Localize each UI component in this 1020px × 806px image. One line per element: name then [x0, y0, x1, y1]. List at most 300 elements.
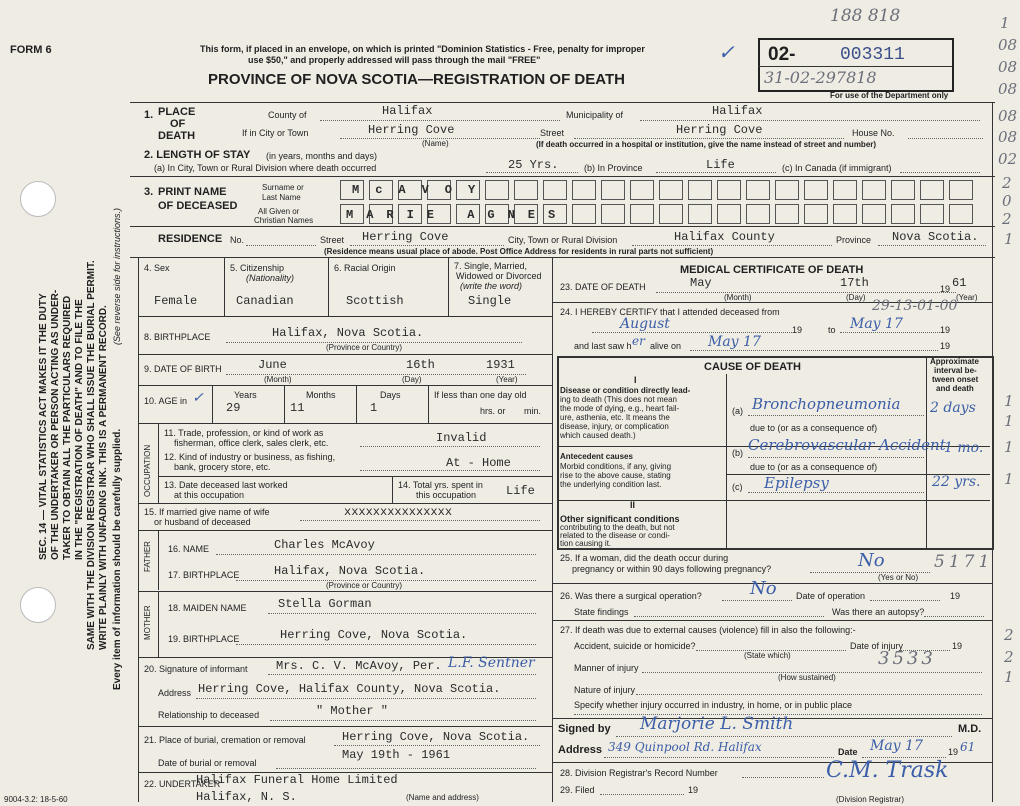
given-letter-box	[659, 204, 683, 224]
informant-sig-handwritten: L.F. Sentner	[448, 655, 535, 671]
surname-letter-box	[601, 180, 625, 200]
citizenship-label: 5. Citizenship	[230, 263, 285, 273]
antecedent-label-4: the underlying condition last.	[560, 480, 662, 489]
last-seen-hw: er	[632, 334, 645, 348]
other-label-1: Other significant conditions	[560, 514, 680, 524]
given-letter-box	[717, 204, 741, 224]
cause-a-label: (a)	[732, 406, 743, 416]
margin-text-1: SEC. 14 — VITAL STATISTICS ACT MAKES IT THE DUTY	[38, 293, 49, 560]
frame-top	[130, 102, 995, 103]
given-letter-box	[572, 204, 596, 224]
informant-rel-line	[270, 720, 536, 721]
cause-a-interval: 2 days	[930, 400, 976, 416]
s1-label-death: DEATH	[158, 130, 196, 142]
s1-number: 1.	[144, 109, 154, 121]
d23-year-caption: (Year)	[956, 293, 978, 302]
surname-value: McAVOY	[352, 183, 492, 197]
hospital-note: (If death occurred in a hospital or institution, give the name instead of street and number)	[536, 140, 877, 149]
s25-label-2: pregnancy or within 90 days following pregnancy?	[572, 564, 772, 574]
s1-label-of: OF	[170, 118, 186, 130]
last-seen-yr-prefix: 19	[940, 341, 951, 351]
form-number: FORM 6	[10, 44, 52, 56]
surname-letter-box	[572, 180, 596, 200]
code-11: 1	[1004, 230, 1014, 248]
occupation-row-end	[138, 503, 552, 504]
code-2: 08	[998, 36, 1018, 54]
cause-c-line	[748, 492, 924, 493]
s27-specify-label: Specify whether injury occurred in industry, in home, or in public place	[574, 700, 852, 710]
undertaker-name: Halifax Funeral Home Limited	[196, 773, 398, 787]
surname-letter-box	[746, 180, 770, 200]
county-label: County of	[268, 110, 307, 120]
other-label-4: tion causing it.	[560, 539, 612, 548]
given-label-2: Christian Names	[254, 216, 314, 225]
informant-sig: Mrs. C. V. McAvoy, Per.	[276, 659, 442, 673]
pencil-checkmark: ✓	[718, 40, 735, 64]
interval-label-2: interval be-	[934, 366, 977, 375]
undertaker-caption: (Name and address)	[406, 793, 479, 802]
s26-date-line	[870, 600, 940, 601]
personal-col-2	[328, 257, 329, 317]
surname-letter-box	[717, 180, 741, 200]
father-bp-caption: (Province or Country)	[326, 581, 403, 590]
father-side-line	[158, 530, 159, 590]
age-check: ✓	[192, 390, 204, 406]
pencil-top-number: 188 818	[830, 6, 901, 26]
dob-month: June	[258, 358, 287, 372]
city-label: If in City or Town	[242, 128, 309, 138]
signed-addr-line	[604, 757, 834, 758]
o11-line	[360, 446, 540, 447]
s15-line	[300, 520, 540, 521]
code-13: 1	[1004, 412, 1014, 430]
signed-addr: 349 Quinpool Rd. Halifax	[608, 740, 762, 754]
hrs-label: hrs. or	[480, 406, 506, 416]
antecedent-label-3: rise to the above cause, stating	[560, 471, 671, 480]
code-17: 2	[1004, 648, 1014, 666]
o14-label-1: 14. Total yrs. spent in	[398, 480, 483, 490]
due-to-b: due to (or as a consequence of)	[750, 462, 878, 472]
father-side-label: FATHER	[143, 541, 152, 572]
reg-box-divider	[758, 66, 952, 67]
signed-label: Signed by	[558, 723, 611, 735]
surname-letter-box	[949, 180, 973, 200]
s26-answer-line	[722, 600, 792, 601]
s3-label-2: OF DECEASED	[158, 200, 238, 212]
code-3: 08	[998, 58, 1018, 76]
cause-part-2: II	[630, 500, 636, 510]
registration-number: 003311	[840, 45, 905, 65]
residence-city-line	[632, 245, 832, 246]
undertaker-city: Halifax, N. S.	[196, 790, 297, 804]
s2b-label: (b) In Province	[584, 163, 643, 173]
house-label: House No.	[852, 128, 895, 138]
age-row-end	[138, 423, 552, 424]
signed-date-yr: 61	[960, 740, 976, 754]
signed-signature: Marjorie L. Smith	[640, 714, 794, 734]
d23-label: 23. DATE OF DEATH	[560, 282, 646, 292]
registrar-signature: C.M. Trask	[826, 758, 949, 783]
s29-label: 29. Filed	[560, 785, 595, 795]
county-value: Halifax	[382, 104, 433, 118]
s29-line	[600, 794, 684, 795]
age-col-2	[284, 385, 285, 423]
dob-month-caption: (Month)	[264, 375, 292, 384]
s15-label-1: 15. If married give name of wife	[144, 507, 270, 517]
surname-letter-box	[891, 180, 915, 200]
s3-label-1: PRINT NAME	[158, 186, 227, 198]
s27-manner-code: 3533	[878, 648, 936, 669]
signed-date: May 17	[870, 738, 923, 754]
o13-label-2: at this occupation	[174, 490, 245, 500]
code-4: 08	[998, 80, 1018, 98]
s28-label: 28. Division Registrar's Record Number	[560, 768, 718, 778]
years-label: Years	[234, 390, 257, 400]
o12-label-1: 12. Kind of industry or business, as fishing,	[164, 452, 336, 462]
alive-on-label: alive on	[650, 341, 682, 351]
mother-bp-label: 19. BIRTHPLACE	[168, 634, 240, 644]
s15-value: xxxxxxxxxxxxxxx	[344, 505, 453, 519]
code-6: 08	[998, 128, 1018, 146]
cause-label-divider	[726, 374, 727, 548]
medical-title: MEDICAL CERTIFICATE OF DEATH	[680, 264, 864, 276]
mother-maiden-line	[268, 613, 536, 614]
age-col-3	[356, 385, 357, 423]
sex-value: Female	[154, 294, 198, 308]
informant-sig-line	[268, 674, 536, 675]
mother-bp: Herring Cove, Nova Scotia.	[280, 628, 468, 642]
divider-after-s2	[130, 176, 995, 177]
s2b-line	[656, 172, 776, 173]
d23-day-caption: (Day)	[846, 293, 866, 302]
cause-title: CAUSE OF DEATH	[704, 361, 801, 373]
age-col-4	[428, 385, 429, 423]
street-label: Street	[540, 128, 565, 138]
personal-row-end	[138, 316, 552, 317]
dob-label: 9. DATE OF BIRTH	[144, 364, 222, 374]
interval-label-1: Approximate	[930, 357, 979, 366]
informant-addr-label: Address	[158, 688, 192, 698]
given-letter-box	[775, 204, 799, 224]
residence-province-line	[878, 245, 986, 246]
burial-date-line	[276, 768, 536, 769]
given-letter-box	[949, 204, 973, 224]
residence-city: Halifax County	[674, 230, 775, 244]
s26-date-label: Date of operation	[796, 591, 866, 601]
footer-code: 9004-3.2: 18-5-60	[4, 795, 68, 804]
municipality-line	[640, 120, 980, 121]
citizenship-value: Canadian	[236, 294, 294, 308]
interval-label-4: and death	[936, 384, 974, 393]
c24-code: 29-13-01-00	[872, 298, 958, 314]
s25-caption: (Yes or No)	[878, 573, 919, 582]
surname-letter-box	[804, 180, 828, 200]
cause-c-label: (c)	[732, 482, 743, 492]
registrar-caption: (Division Registrar)	[836, 795, 905, 804]
mother-side-line	[158, 591, 159, 657]
days-value: 1	[370, 401, 378, 415]
code-7: 02	[998, 150, 1018, 168]
other-label-3: related to the disease or condi-	[560, 531, 670, 540]
dc-label-6: which caused death.)	[560, 431, 636, 440]
marital-label-2: Widowed or Divorced	[456, 271, 542, 281]
informant-row-end	[138, 726, 552, 727]
residence-no-label: No.	[230, 235, 245, 245]
s2b-value: Life	[706, 158, 735, 172]
surname-label-1: Surname or	[262, 183, 304, 192]
cause-part-1: I	[634, 375, 637, 385]
cause-c: Epilepsy	[764, 474, 829, 492]
s27-nature-line	[636, 694, 982, 695]
c24-to-yr-prefix: 19	[940, 325, 951, 335]
d23-line	[656, 292, 956, 293]
o12-label-2: bank, grocery store, etc.	[174, 462, 271, 472]
cause-b: Cerebrovascular Accident	[748, 436, 946, 454]
last-seen-line	[690, 350, 938, 351]
residence-no-line	[246, 245, 316, 246]
s25-label-1: 25. If a woman, did the death occur during	[560, 553, 729, 563]
s25-code: 5171	[934, 552, 994, 572]
mother-maiden-label: 18. MAIDEN NAME	[168, 603, 247, 613]
code-8: 2	[1002, 174, 1012, 192]
code-9: 0	[1002, 192, 1012, 210]
cause-b-line	[748, 457, 924, 458]
birthplace-label: 8. BIRTHPLACE	[144, 332, 211, 342]
code-1: 1	[1000, 14, 1010, 32]
house-line	[908, 138, 983, 139]
age-col-1	[212, 385, 213, 423]
residence-street-line	[350, 245, 504, 246]
occupation-side-line	[158, 423, 159, 503]
father-name: Charles McAvoy	[274, 538, 375, 552]
s27-inj-date-label: Date of injury	[850, 641, 904, 651]
dob-day-caption: (Day)	[402, 375, 422, 384]
occupation-side-label: OCCUPATION	[143, 444, 152, 497]
code-12: 1	[1004, 392, 1014, 410]
informant-sig-label: 20. Signature of informant	[144, 664, 248, 674]
father-row-end	[138, 591, 552, 592]
margin-text-2: OF THE UNDERTAKER OR PERSON ACTING AS UNDER-	[50, 289, 61, 560]
surname-letter-box	[920, 180, 944, 200]
racial-label: 6. Racial Origin	[334, 263, 396, 273]
birthplace-row-end	[138, 354, 552, 355]
cause-c-row-end	[557, 500, 990, 501]
s26-findings-label: State findings	[574, 607, 629, 617]
marital-value: Single	[468, 294, 512, 308]
s26-findings-line	[634, 616, 824, 617]
cause-a: Bronchopneumonia	[752, 395, 901, 413]
dc-label-4: ure, asthenia, etc. It means the	[560, 413, 670, 422]
racial-value: Scottish	[346, 294, 404, 308]
residence-street: Herring Cove	[362, 230, 449, 244]
given-letter-box	[862, 204, 886, 224]
o13-label-1: 13. Date deceased last worked	[164, 480, 288, 490]
form-title: PROVINCE OF NOVA SCOTIA—REGISTRATION OF DEATH	[208, 71, 625, 88]
code-18: 1	[1004, 668, 1014, 686]
given-letter-box	[688, 204, 712, 224]
registration-prefix: 02-	[768, 44, 796, 65]
mother-maiden: Stella Gorman	[278, 597, 372, 611]
pencil-reference-number: 31-02-297818	[764, 68, 877, 87]
surname-letter-box	[514, 180, 538, 200]
birthplace-caption: (Province or Country)	[326, 343, 403, 352]
s2-unit-note: (in years, months and days)	[266, 151, 378, 161]
city-value: Herring Cove	[368, 123, 455, 137]
s27-state-caption: (State which)	[744, 651, 791, 660]
father-bp-label: 17. BIRTHPLACE	[168, 570, 240, 580]
surname-letter-box	[862, 180, 886, 200]
signed-md: M.D.	[958, 723, 982, 735]
undertaker-label: 22. UNDERTAKER	[144, 779, 221, 789]
o12-value: At - Home	[446, 456, 511, 470]
margin-text-6: WRITE PLAINLY WITH UNFADING INK. THIS IS A PERMANENT RECORD.	[98, 305, 109, 650]
surname-letter-box	[630, 180, 654, 200]
divider-after-residence	[130, 257, 995, 258]
surname-letter-box	[833, 180, 857, 200]
c24-to-word: to	[828, 325, 836, 335]
c24-from-yr-prefix: 19	[792, 325, 803, 335]
mother-bp-line	[236, 644, 536, 645]
surname-letter-box	[688, 180, 712, 200]
o14-value: Life	[506, 484, 535, 498]
city-name-caption: (Name)	[422, 139, 449, 148]
cause-c-interval: 22 yrs.	[932, 474, 981, 490]
code-5: 08	[998, 107, 1018, 125]
father-name-line	[216, 554, 536, 555]
envelope-note-2: use $50," and properly addressed will pass through the mail "FREE"	[248, 55, 541, 65]
margin-text-4: IN THE "REGISTRATION OF DEATH" AND TO FILE THE	[74, 299, 85, 560]
envelope-note-1: This form, if placed in an envelope, on which is printed "Dominion Statistics - Free, penalty for improper	[200, 44, 645, 54]
personal-col-3	[448, 257, 449, 317]
given-letter-box	[804, 204, 828, 224]
given-label-1: All Given or	[258, 207, 300, 216]
o11-label-2: fisherman, office clerk, sales clerk, etc.	[174, 438, 329, 448]
c24-from-line	[592, 332, 792, 333]
informant-addr: Herring Cove, Halifax County, Nova Scotia.	[198, 682, 501, 696]
s2-label: 2. LENGTH OF STAY	[144, 149, 251, 161]
c24-to-line	[840, 332, 940, 333]
s2a-line	[486, 172, 578, 173]
street-value: Herring Cove	[676, 123, 763, 137]
residence-province-label: Province	[836, 235, 872, 245]
d23-month: May	[690, 276, 712, 290]
d23-day: 17th	[840, 276, 869, 290]
s26-year-prefix: 19	[950, 591, 961, 601]
department-use-note: For use of the Department only	[830, 91, 949, 100]
o13-divider	[158, 476, 552, 477]
center-column-line	[552, 257, 553, 802]
margin-text-5: SAME WITH THE DIVISION REGISTRAR WHO SHALL ISSUE THE BURIAL PERMIT.	[86, 260, 97, 650]
residence-city-label: City, Town or Rural Division	[508, 235, 618, 245]
code-10: 2	[1002, 210, 1012, 228]
s2c-line	[900, 172, 980, 173]
signed-line	[616, 736, 952, 737]
dob-day: 16th	[406, 358, 435, 372]
due-to-a: due to (or as a consequence of)	[750, 423, 878, 433]
s2a-label: (a) In City, Town or Rural Division where death occurred	[154, 163, 377, 173]
informant-rel-label: Relationship to deceased	[158, 710, 260, 720]
dc-label-1: Disease or condition directly lead-	[560, 386, 691, 395]
other-label-2: contributing to the death, but not	[560, 523, 675, 532]
months-value: 11	[290, 401, 305, 415]
dob-year-caption: (Year)	[496, 375, 518, 384]
antecedent-label-2: Morbid conditions, if any, giving	[560, 462, 672, 471]
informant-rel: " Mother "	[316, 704, 389, 718]
last-seen-date: May 17	[708, 334, 761, 350]
min-label: min.	[524, 406, 542, 416]
o11-label-1: 11. Trade, profession, or kind of work as	[164, 428, 324, 438]
punch-hole-bottom	[20, 587, 56, 623]
s2a-value: 25 Yrs.	[508, 158, 559, 172]
o14-divider	[392, 476, 393, 503]
birthplace-value: Halifax, Nova Scotia.	[272, 326, 424, 340]
o14-label-2: this occupation	[416, 490, 477, 500]
s27-label: 27. If death was due to external causes (violence) fill in also the following:-	[560, 625, 856, 635]
residence-note: (Residence means usual place of abode. Post Office Address for residents in rural parts not sufficient)	[324, 247, 714, 256]
d23-year-prefix: 19	[940, 284, 951, 294]
divider-after-s3	[130, 226, 995, 227]
s26-autopsy-line	[924, 616, 984, 617]
municipality-value: Halifax	[712, 104, 763, 118]
punch-hole-top	[20, 181, 56, 217]
s26-answer: No	[750, 578, 777, 599]
s26-row-end	[552, 620, 992, 621]
informant-addr-line	[196, 698, 536, 699]
surname-label-2: Last Name	[262, 193, 301, 202]
sex-label: 4. Sex	[144, 263, 170, 273]
signed-date-yr-prefix: 19	[948, 747, 959, 757]
c24-from: August	[620, 316, 670, 332]
cause-b-label: (b)	[732, 448, 743, 458]
o11-value: Invalid	[436, 431, 487, 445]
residence-label: RESIDENCE	[158, 233, 223, 245]
mother-side-label: MOTHER	[143, 605, 152, 640]
father-bp: Halifax, Nova Scotia.	[274, 564, 426, 578]
given-letter-box	[833, 204, 857, 224]
burial-place-label: 21. Place of burial, cremation or removal	[144, 735, 306, 745]
s27-how-caption: (How sustained)	[778, 673, 836, 682]
marital-label-3: (write the word)	[460, 281, 523, 291]
s26-autopsy-label: Was there an autopsy?	[832, 607, 925, 617]
burial-place: Herring Cove, Nova Scotia.	[342, 730, 530, 744]
s29-year-prefix: 19	[688, 785, 699, 795]
given-letter-box	[891, 204, 915, 224]
d23-month-caption: (Month)	[724, 293, 752, 302]
burial-place-line	[334, 745, 540, 746]
residence-province: Nova Scotia.	[892, 230, 979, 244]
surname-letter-box	[543, 180, 567, 200]
cause-a-line	[748, 415, 924, 416]
s2c-label: (c) In Canada (if immigrant)	[782, 163, 892, 173]
county-line	[320, 120, 560, 121]
age-label: 10. AGE in	[144, 396, 188, 406]
dc-label-2: ing to death (This does not mean	[560, 395, 677, 404]
last-seen-label: and last saw h	[574, 341, 632, 351]
o12-line	[360, 470, 540, 471]
municipality-label: Municipality of	[566, 110, 624, 120]
burial-date-label: Date of burial or removal	[158, 758, 257, 768]
less-than-day-label: If less than one day old	[434, 390, 527, 400]
margin-text-3: TAKER TO OBTAIN ALL THE PARTICULARS REQUIRED	[62, 295, 73, 560]
cause-b-interval: 1 mo.	[944, 440, 984, 456]
dob-year: 1931	[486, 358, 515, 372]
personal-col-1	[224, 257, 225, 317]
marital-label-1: 7. Single, Married,	[454, 261, 528, 271]
antecedent-label-1: Antecedent causes	[560, 452, 633, 461]
street-line	[574, 138, 844, 139]
s27-nature-label: Nature of injury	[574, 685, 636, 695]
s26-label: 26. Was there a surgical operation?	[560, 591, 702, 601]
